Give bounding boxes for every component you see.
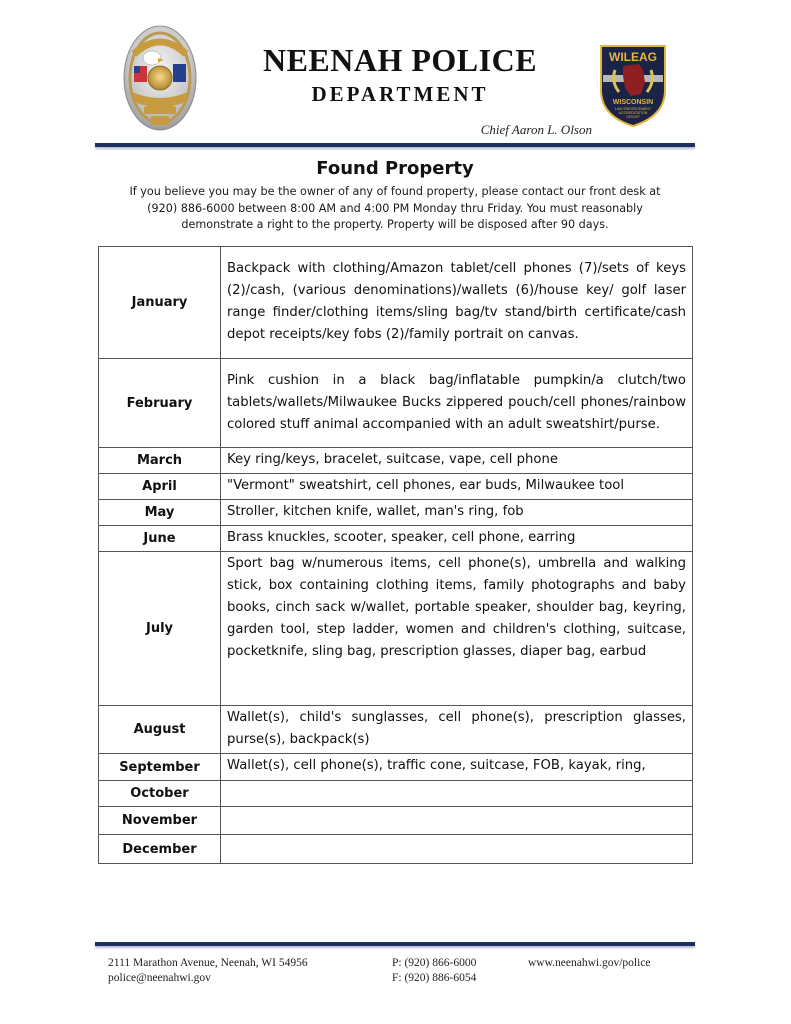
month-cell: May bbox=[99, 500, 221, 526]
month-cell: September bbox=[99, 754, 221, 781]
svg-text:LAW ENFORCEMENT: LAW ENFORCEMENT bbox=[614, 107, 652, 111]
table-row bbox=[99, 526, 693, 552]
footer-address: 2111 Marathon Avenue, Neenah, WI 54956 bbox=[108, 957, 308, 969]
month-cell: June bbox=[99, 526, 221, 552]
footer-website-block bbox=[528, 956, 651, 971]
footer-phone-block bbox=[392, 956, 476, 986]
wileag-shield-icon bbox=[597, 42, 669, 128]
intro-paragraph bbox=[100, 184, 690, 234]
items-cell bbox=[221, 781, 693, 807]
table-row bbox=[99, 247, 693, 359]
table-row bbox=[99, 835, 693, 864]
month-cell: March bbox=[99, 448, 221, 474]
month-cell: October bbox=[99, 781, 221, 807]
police-badge-icon bbox=[122, 24, 198, 132]
items-cell bbox=[221, 807, 693, 835]
month-cell: November bbox=[99, 807, 221, 835]
footer-website-link[interactable]: www.neenahwi.gov/police bbox=[528, 957, 651, 969]
month-cell: July bbox=[99, 552, 221, 706]
intro-line: If you believe you may be the owner of any of found property, please contact our front desk at bbox=[129, 185, 661, 198]
month-cell: April bbox=[99, 474, 221, 500]
month-cell: August bbox=[99, 706, 221, 754]
items-cell: Wallet(s), cell phone(s), traffic cone, suitcase, FOB, kayak, ring, bbox=[221, 754, 693, 781]
intro-line: demonstrate a right to the property. Property will be disposed after 90 days. bbox=[181, 218, 609, 231]
found-property-table bbox=[98, 246, 693, 864]
items-cell: Sport bag w/numerous items, cell phone(s), umbrella and walking stick, box containing clothing items, family photographs and baby books, cinch sack w/wallet, portable speaker, shoulder bag, keyring, garden tool, step ladder, women and children's clothing, suitcase, pocketknife, sling bag, prescription glasses, diaper bag, earbud bbox=[221, 552, 693, 706]
table-row bbox=[99, 359, 693, 448]
svg-text:ACCREDITATION: ACCREDITATION bbox=[618, 111, 648, 115]
items-cell: Key ring/keys, bracelet, suitcase, vape, cell phone bbox=[221, 448, 693, 474]
table-row bbox=[99, 500, 693, 526]
organization-name bbox=[230, 42, 570, 108]
footer-address-block bbox=[108, 956, 308, 986]
footer-email[interactable]: police@neenahwi.gov bbox=[108, 972, 211, 984]
header-divider bbox=[95, 143, 695, 147]
svg-text:WISCONSIN: WISCONSIN bbox=[612, 99, 654, 106]
table-row bbox=[99, 448, 693, 474]
items-cell: "Vermont" sweatshirt, cell phones, ear buds, Milwaukee tool bbox=[221, 474, 693, 500]
chief-name: Chief Aaron L. Olson bbox=[480, 122, 592, 137]
table-row bbox=[99, 807, 693, 835]
items-cell: Backpack with clothing/Amazon tablet/cell phones (7)/sets of keys (2)/cash, (various denominations)/wallets (6)/house key/ golf laser range finder/clothing items/sling bag/tv stand/birth certificate/cash depot receipts/key fobs (2)/family portrait on canvas. bbox=[221, 247, 693, 359]
table-row bbox=[99, 706, 693, 754]
svg-text:WILEAG: WILEAG bbox=[609, 50, 657, 64]
table-row bbox=[99, 474, 693, 500]
table-row bbox=[99, 754, 693, 781]
items-cell: Wallet(s), child's sunglasses, cell phone(s), prescription glasses, purse(s), backpack(s) bbox=[221, 706, 693, 754]
intro-line: (920) 886-6000 between 8:00 AM and 4:00 PM Monday thru Friday. You must reasonably bbox=[147, 201, 643, 215]
table-row bbox=[99, 781, 693, 807]
items-cell: Pink cushion in a black bag/inflatable pumpkin/a clutch/two tablets/wallets/Milwaukee Bucks zippered pouch/cell phones/rainbow colored stuff animal accompanied with an adult sweatshirt/purse. bbox=[221, 359, 693, 448]
page-title: Found Property bbox=[316, 158, 474, 179]
items-cell: Stroller, kitchen knife, wallet, man's ring, fob bbox=[221, 500, 693, 526]
month-cell: January bbox=[99, 247, 221, 359]
items-cell bbox=[221, 835, 693, 864]
org-name-line1: NEENAH POLICE bbox=[262, 42, 538, 78]
org-name-line2: DEPARTMENT bbox=[311, 82, 489, 106]
svg-text:GROUP: GROUP bbox=[626, 115, 640, 119]
footer-phone: P: (920) 866-6000 bbox=[392, 957, 477, 969]
month-cell: February bbox=[99, 359, 221, 448]
items-cell: Brass knuckles, scooter, speaker, cell phone, earring bbox=[221, 526, 693, 552]
footer-fax: F: (920) 886-6054 bbox=[392, 972, 477, 984]
month-cell: December bbox=[99, 835, 221, 864]
table-row bbox=[99, 552, 693, 706]
footer-divider bbox=[95, 942, 695, 946]
